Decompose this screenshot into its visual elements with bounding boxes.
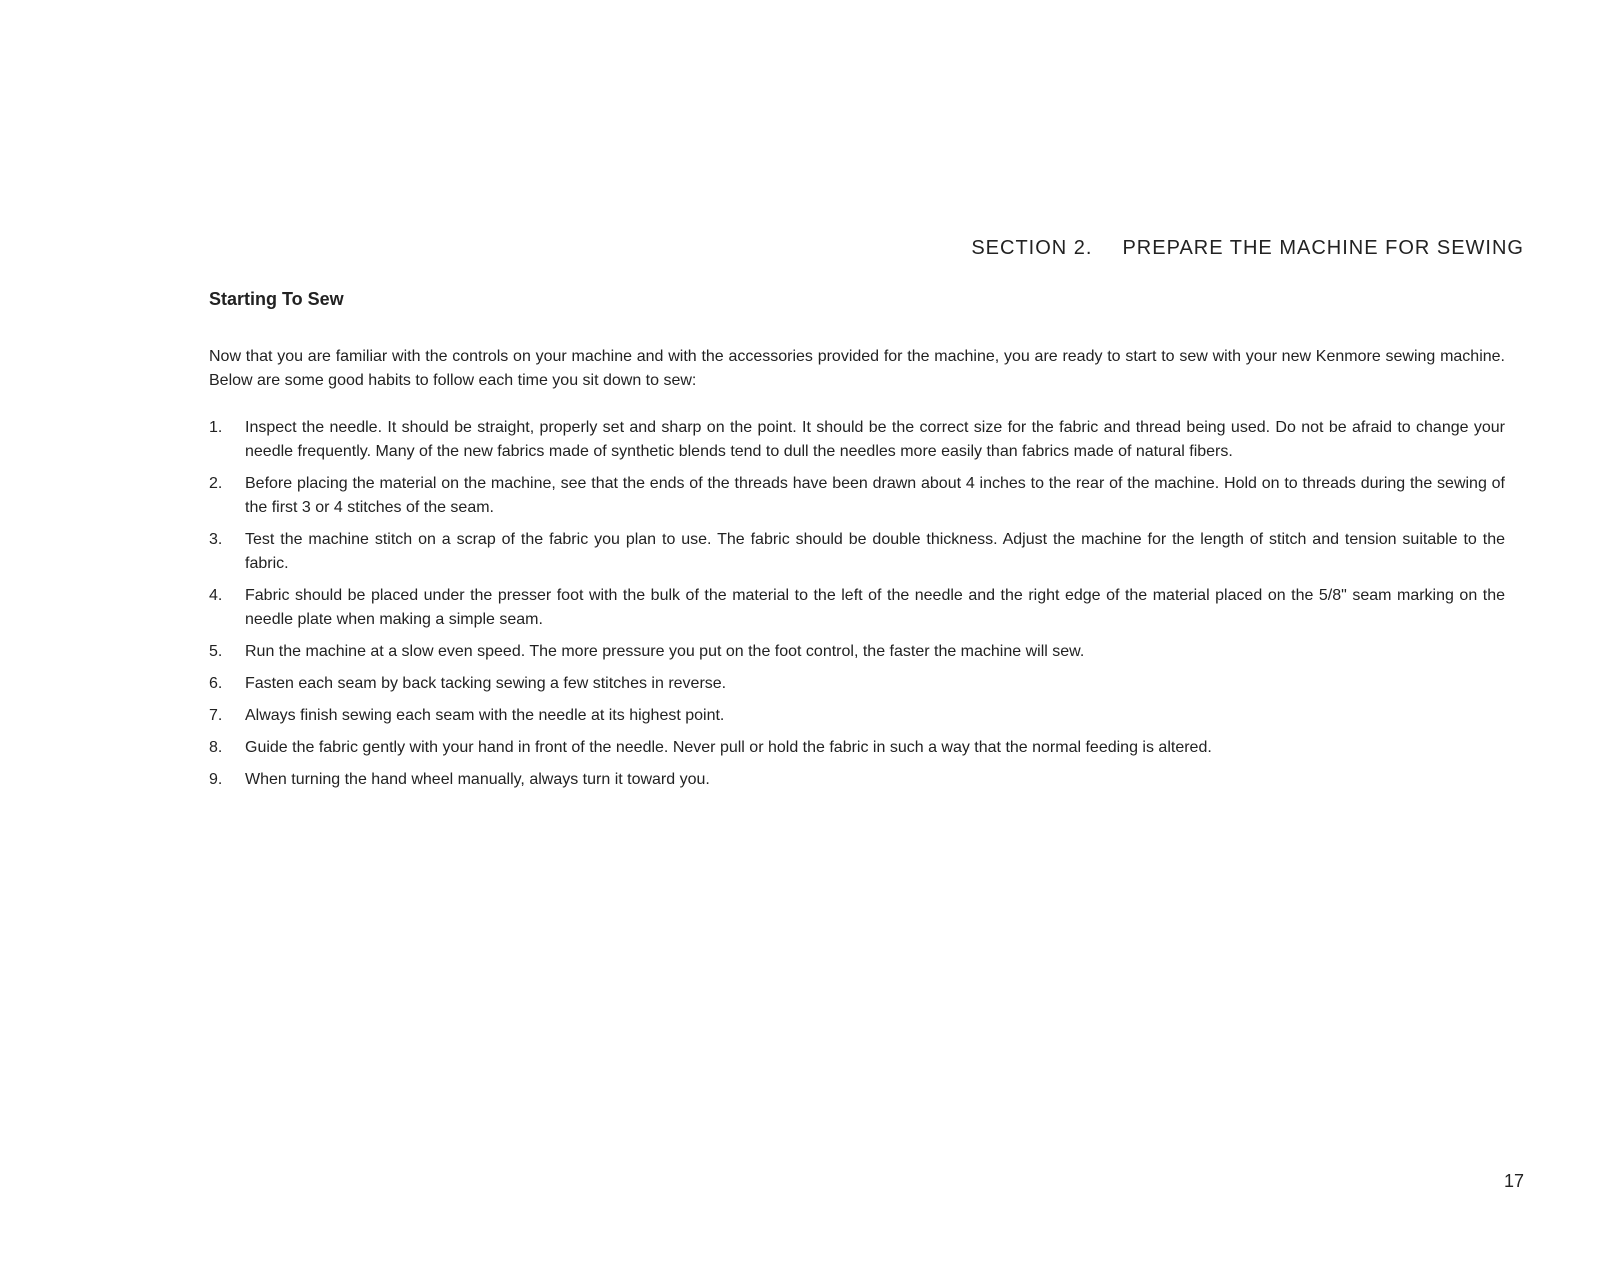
list-item bbox=[209, 472, 1505, 520]
step-text: When turning the hand wheel manually, always turn it toward you. bbox=[245, 771, 710, 788]
list-item bbox=[209, 672, 1505, 696]
section-header bbox=[971, 237, 1524, 260]
step-number: 4. bbox=[209, 587, 223, 604]
step-number: 8. bbox=[209, 739, 223, 756]
step-number: 2. bbox=[209, 475, 223, 492]
list-item bbox=[209, 528, 1505, 576]
step-text: Guide the fabric gently with your hand in front of the needle. Never pull or hold the fabric in such a way that the normal feeding is altered. bbox=[245, 739, 1212, 756]
step-number: 6. bbox=[209, 675, 223, 692]
step-text: Always finish sewing each seam with the needle at its highest point. bbox=[245, 707, 725, 724]
step-text: Fasten each seam by back tacking sewing a few stitches in reverse. bbox=[245, 675, 727, 692]
intro-paragraph: Now that you are familiar with the controls on your machine and with the accessories provided for the machine, you are ready to start to sew with your new Kenmore sewing machine. Below are some good habits to follow each time you sit down to sew: bbox=[209, 348, 1505, 389]
step-number: 5. bbox=[209, 643, 223, 660]
step-text: Inspect the needle. It should be straight, properly set and sharp on the point. It should be the correct size for the fabric and thread being used. Do not be afraid to change your needle frequently. Many of the new fabrics made of synthetic blends tend to dull the needles more easily than fabrics made of natural fibers. bbox=[245, 419, 1505, 460]
step-number: 3. bbox=[209, 531, 223, 548]
step-number: 7. bbox=[209, 707, 223, 724]
subheading: Starting To Sew bbox=[209, 289, 344, 309]
list-item bbox=[209, 704, 1505, 728]
step-number: 9. bbox=[209, 771, 223, 788]
list-item bbox=[209, 416, 1505, 464]
step-text: Run the machine at a slow even speed. The more pressure you put on the foot control, the faster the machine will sew. bbox=[245, 643, 1085, 660]
section-label: SECTION 2. bbox=[971, 237, 1093, 259]
step-text: Test the machine stitch on a scrap of the fabric you plan to use. The fabric should be double thickness. Adjust the machine for the length of stitch and tension suitable to the fabric. bbox=[245, 531, 1505, 572]
list-item bbox=[209, 640, 1505, 664]
steps-list bbox=[209, 416, 1505, 800]
step-text: Fabric should be placed under the presser foot with the bulk of the material to the left of the needle and the right edge of the material placed on the 5/8" seam marking on the needle plate when making a simple seam. bbox=[245, 587, 1505, 628]
step-number: 1. bbox=[209, 419, 223, 436]
page-number: 17 bbox=[1503, 1171, 1524, 1191]
step-text: Before placing the material on the machine, see that the ends of the threads have been drawn about 4 inches to the rear of the machine. Hold on to threads during the sewing of the first 3 or 4 stitches of the seam. bbox=[245, 475, 1505, 516]
list-item bbox=[209, 736, 1505, 760]
list-item bbox=[209, 768, 1505, 792]
section-title: PREPARE THE MACHINE FOR SEWING bbox=[1122, 237, 1524, 259]
list-item bbox=[209, 584, 1505, 632]
